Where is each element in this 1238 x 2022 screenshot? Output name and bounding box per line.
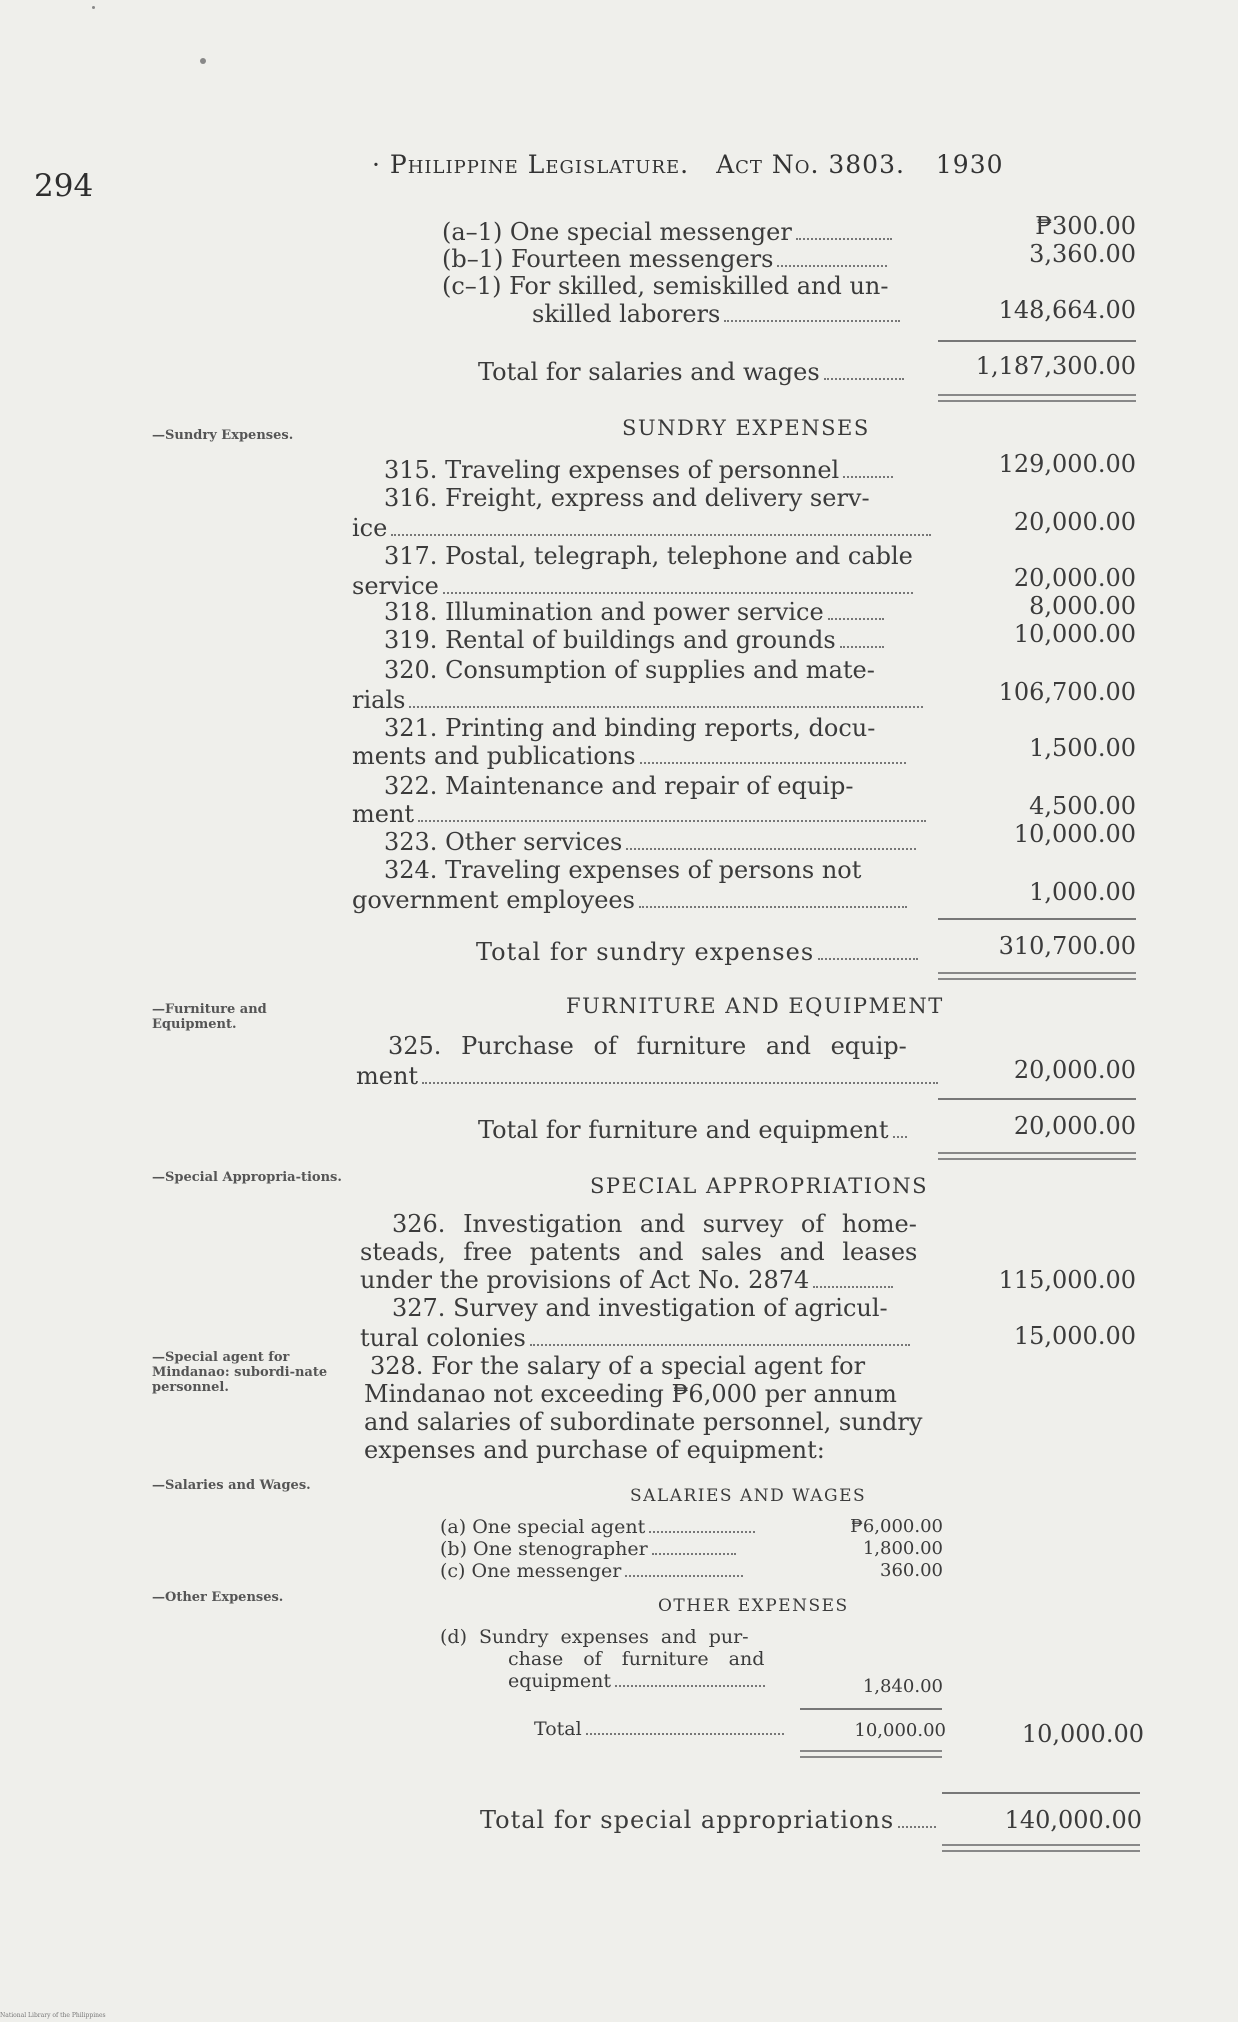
- salary-item-c1-amount: 148,664.00: [998, 296, 1136, 324]
- total-double-rule: [938, 394, 1136, 402]
- special-item-326-line3: under the provisions of Act No. 2874: [360, 1266, 893, 1294]
- total-salaries-amount: 1,187,300.00: [975, 352, 1136, 380]
- agent-item-c-amount: 360.00: [880, 1560, 943, 1581]
- furniture-item-325-amount: 20,000.00: [1013, 1056, 1136, 1084]
- header-year: 1930: [935, 150, 1004, 179]
- header-act: Act No. 3803.: [716, 150, 905, 179]
- furniture-item-325-line2: ment: [356, 1062, 938, 1090]
- sundry-item-319-amount: 10,000.00: [1013, 620, 1136, 648]
- paper-speck: [200, 58, 206, 64]
- sundry-item-321-line1: 321. Printing and binding reports, docu-: [384, 714, 876, 742]
- special-item-327-line2: tural colonies: [360, 1324, 910, 1352]
- scan-footer: National Library of the Philippines: [0, 2012, 106, 2019]
- page-number: 294: [34, 168, 94, 204]
- salary-item-c1-line1: (c–1) For skilled, semiskilled and un-: [442, 272, 889, 300]
- sundry-item-324-line2: government employees: [352, 886, 907, 914]
- total-sundry-amount: 310,700.00: [998, 932, 1136, 960]
- sundry-item-322-line2: ment: [352, 800, 926, 828]
- agent-item-d-line1: (d) Sundry expenses and pur-: [440, 1626, 749, 1648]
- total-furniture-amount: 20,000.00: [1013, 1112, 1136, 1140]
- special-item-328-line1: 328. For the salary of a special agent for: [370, 1352, 866, 1380]
- subtotal-rule: [942, 1792, 1140, 1794]
- agent-item-d-line2: chase of furniture and: [508, 1648, 765, 1670]
- special-item-327-amount: 15,000.00: [1013, 1322, 1136, 1350]
- sundry-item-318: 318. Illumination and power service: [384, 598, 884, 626]
- total-double-rule: [938, 972, 1136, 980]
- total-furniture-label: Total for furniture and equipment: [478, 1116, 907, 1144]
- total-sundry-label: Total for sundry expenses: [476, 938, 918, 966]
- salary-item-a1-amount: ₱300.00: [1035, 212, 1136, 240]
- sundry-item-319: 319. Rental of buildings and grounds: [384, 626, 884, 654]
- salary-item-b1: (b–1) Fourteen messengers: [442, 245, 887, 273]
- sundry-item-322-line1: 322. Maintenance and repair of equip-: [384, 772, 854, 800]
- header-title: · Philippine Legislature.: [372, 150, 690, 179]
- agent-item-c: (c) One messenger: [440, 1560, 743, 1582]
- total-double-rule: [938, 1152, 1136, 1160]
- paper-speck: [92, 6, 95, 9]
- margin-note-furniture: —Furniture and Equipment.: [152, 1002, 267, 1032]
- special-item-327-line1: 327. Survey and investigation of agricul-: [392, 1294, 888, 1322]
- section-heading-furniture: FURNITURE AND EQUIPMENT: [566, 994, 944, 1018]
- sundry-item-322-amount: 4,500.00: [1029, 792, 1136, 820]
- subtotal-rule: [938, 340, 1136, 342]
- salary-item-b1-amount: 3,360.00: [1029, 240, 1136, 268]
- margin-note-sundry: —Sundry Expenses.: [152, 428, 294, 443]
- section-heading-sundry: SUNDRY EXPENSES: [622, 416, 870, 440]
- special-item-328-line3: and salaries of subordinate personnel, sundry: [364, 1408, 923, 1436]
- agent-item-b: (b) One stenographer: [440, 1538, 736, 1560]
- sundry-item-323: 323. Other services: [384, 828, 916, 856]
- subtotal-rule: [800, 1708, 942, 1710]
- special-item-326-line2: steads, free patents and sales and leases: [360, 1238, 918, 1266]
- margin-note-other: —Other Expenses.: [152, 1590, 284, 1605]
- sundry-item-318-amount: 8,000.00: [1029, 592, 1136, 620]
- total-special-amount: 140,000.00: [1004, 1806, 1142, 1834]
- special-item-328-amount: 10,000.00: [1021, 1720, 1144, 1748]
- agent-item-b-amount: 1,800.00: [862, 1538, 943, 1559]
- agent-item-a: (a) One special agent: [440, 1516, 755, 1538]
- sundry-item-321-line2: ments and publications: [352, 742, 906, 770]
- sundry-item-320-line1: 320. Consumption of supplies and mate-: [384, 656, 875, 684]
- subtotal-rule: [938, 1098, 1136, 1100]
- total-salaries-label: Total for salaries and wages: [478, 358, 904, 386]
- margin-note-salaries: —Salaries and Wages.: [152, 1478, 311, 1493]
- sundry-item-320-amount: 106,700.00: [998, 678, 1136, 706]
- sundry-item-324-line1: 324. Traveling expenses of persons not: [384, 856, 862, 884]
- total-special-label: Total for special appropriations: [480, 1806, 936, 1834]
- agent-total-amount: 10,000.00: [854, 1720, 946, 1741]
- salary-item-a1: (a–1) One special messenger: [442, 218, 892, 246]
- sundry-item-315: 315. Traveling expenses of personnel: [384, 456, 893, 484]
- special-item-326-line1: 326. Investigation and survey of home-: [392, 1210, 917, 1238]
- sundry-item-316-amount: 20,000.00: [1013, 508, 1136, 536]
- sundry-item-316-line1: 316. Freight, express and delivery serv-: [384, 484, 870, 512]
- sub-heading-other: OTHER EXPENSES: [658, 1596, 849, 1616]
- special-item-328-line2: Mindanao not exceeding ₱6,000 per annum: [364, 1380, 897, 1408]
- total-double-rule: [942, 1844, 1140, 1852]
- agent-item-a-amount: ₱6,000.00: [850, 1516, 943, 1537]
- margin-note-special: —Special Appropria-tions.: [152, 1170, 342, 1185]
- salary-item-c1-line2: skilled laborers: [532, 300, 900, 328]
- sundry-item-317-amount: 20,000.00: [1013, 564, 1136, 592]
- total-double-rule: [800, 1750, 942, 1758]
- agent-item-d-line3: equipment: [508, 1670, 765, 1692]
- sundry-item-316-line2: ice: [352, 514, 931, 542]
- section-heading-special: SPECIAL APPROPRIATIONS: [590, 1174, 928, 1198]
- sundry-item-324-amount: 1,000.00: [1029, 878, 1136, 906]
- special-item-328-line4: expenses and purchase of equipment:: [364, 1436, 825, 1464]
- running-header: [372, 150, 1004, 179]
- sundry-item-321-amount: 1,500.00: [1029, 734, 1136, 762]
- agent-total-label: Total: [534, 1718, 784, 1740]
- special-item-326-amount: 115,000.00: [998, 1266, 1136, 1294]
- agent-item-d-amount: 1,840.00: [862, 1676, 943, 1697]
- sundry-item-320-line2: rials: [352, 686, 923, 714]
- sundry-item-323-amount: 10,000.00: [1013, 820, 1136, 848]
- furniture-item-325-line1: 325. Purchase of furniture and equip-: [388, 1032, 907, 1060]
- subtotal-rule: [938, 918, 1136, 920]
- sundry-item-317-line2: service: [352, 572, 913, 600]
- sundry-item-315-amount: 129,000.00: [998, 450, 1136, 478]
- sundry-item-317-line1: 317. Postal, telegraph, telephone and cable: [384, 542, 913, 570]
- margin-note-special-agent: —Special agent for Mindanao: subordi-nate personnel.: [152, 1350, 328, 1395]
- sub-heading-salaries: SALARIES AND WAGES: [630, 1486, 867, 1506]
